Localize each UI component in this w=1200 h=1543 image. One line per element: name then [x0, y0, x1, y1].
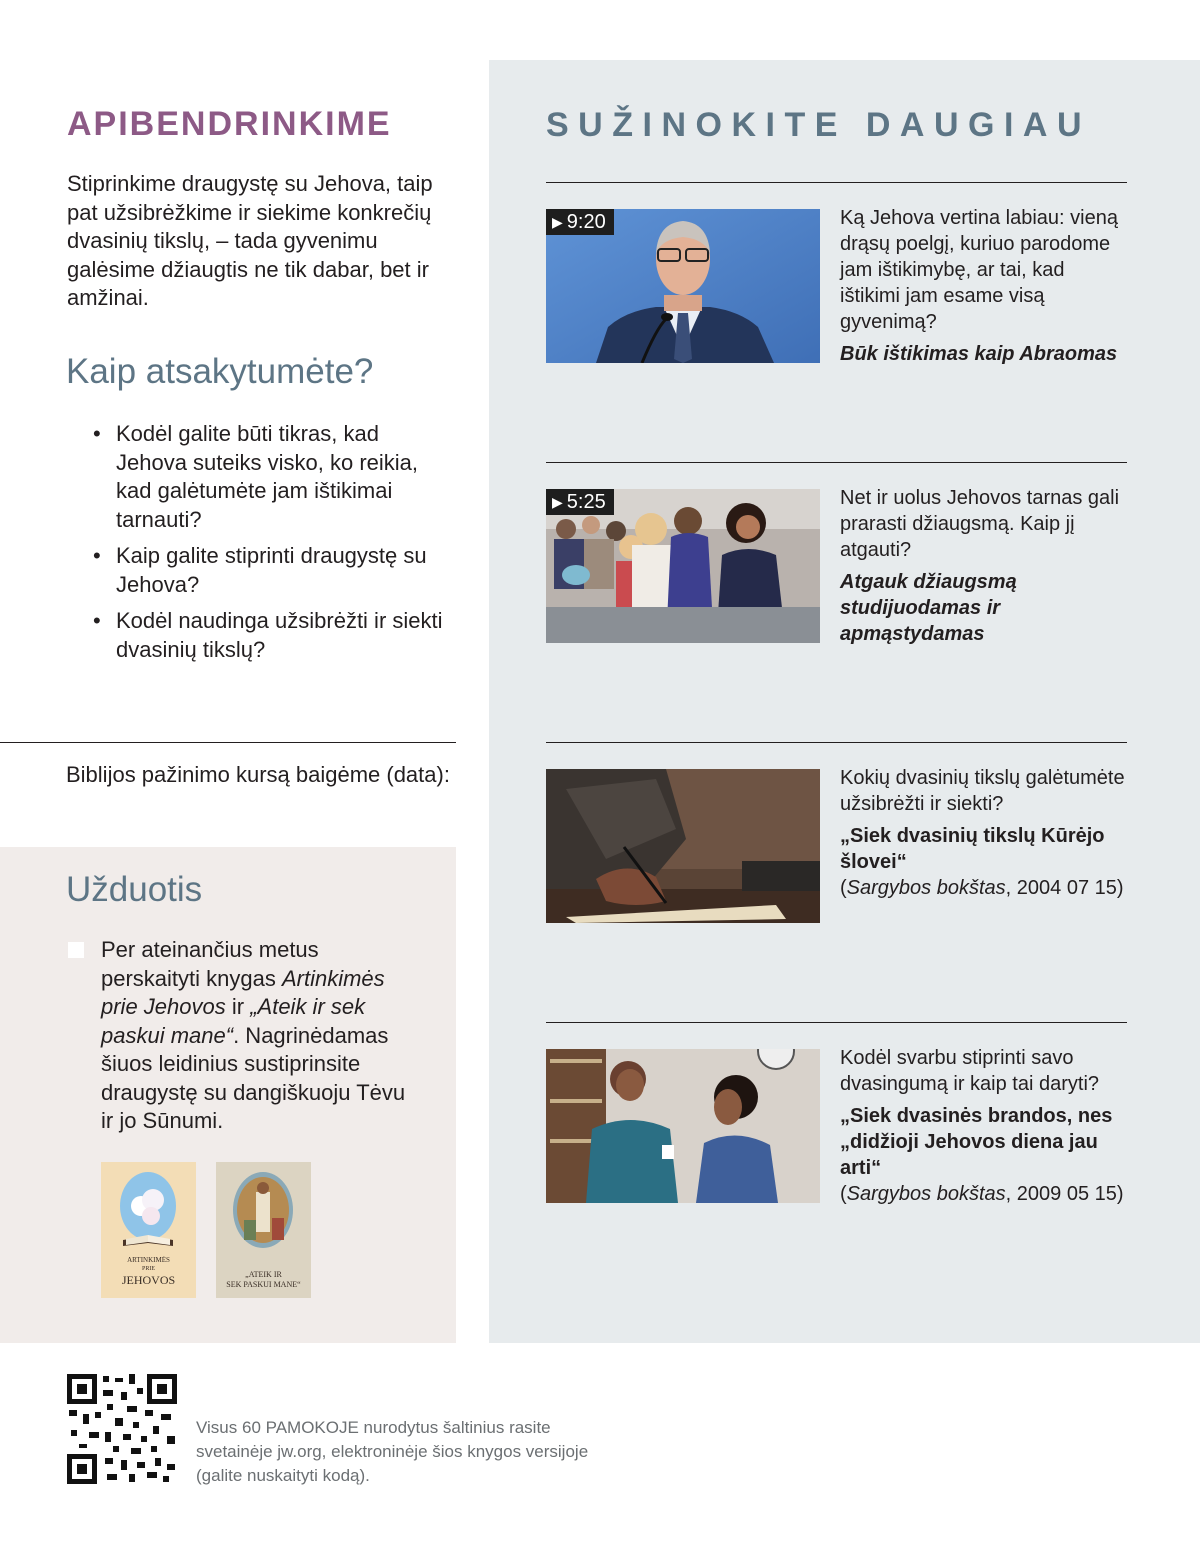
item-description: Net ir uolus Jehovos tarnas gali prarasti džiaugsmą. Kaip jį atgauti?: [840, 487, 1120, 561]
item-description: Ką Jehova vertina labiau: vieną drąsų poelgį, kuriuo parodome jam ištikimybę, ar tai, kad ištikimi jam esame visą gyvenimą?: [840, 207, 1118, 333]
question-text: Kodėl galite būti tikras, kad Jehova suteiks visko, ko reikia, kad galėtumėte jam ištikimai tarnauti?: [116, 421, 419, 532]
video-duration-badge: ▶ 5:25: [546, 489, 614, 515]
completion-date-label: Biblijos pažinimo kursą baigėme (data):: [66, 762, 450, 787]
summary-title: APIBENDRINKIME: [67, 105, 392, 143]
book-title-1: Artinkimės prie Jehovos: [101, 965, 385, 1019]
learn-more-item-1: [840, 205, 1130, 367]
question-text: Kodėl naudinga užsibrėžti ir siekti dvasinių tikslų?: [116, 608, 443, 662]
divider: [546, 1022, 1127, 1023]
questions-title: Kaip atsakytumėte?: [66, 352, 374, 391]
review-questions: [93, 420, 453, 672]
footer-note: Visus 60 PAMOKOJE nurodytus šaltinius rasite svetainėje jw.org, elektroninėje šios knygos versijoje (galite nuskaityti kodą).: [196, 1418, 589, 1485]
task-checkbox[interactable]: [68, 942, 84, 958]
item-description: Kokių dvasinių tikslų galėtumėte užsibrėžti ir siekti?: [840, 767, 1125, 815]
item-title[interactable]: „Siek dvasinių tikslų Kūrėjo šlovei“: [840, 825, 1105, 873]
video-duration-badge: ▶ 9:20: [546, 209, 614, 235]
item-title[interactable]: Būk ištikimas kaip Abraomas: [840, 343, 1118, 365]
item-title[interactable]: Atgauk džiaugsmą studijuodamas ir apmąstydamas: [840, 571, 1017, 645]
book-cover-follow-me: „ATEIK IR SEK PASKUI MANE“: [216, 1162, 311, 1298]
book-title-2: „Ateik ir sek paskui mane“: [101, 994, 366, 1048]
learn-more-item-3: [840, 765, 1130, 901]
item-description: Kodėl svarbu stiprinti savo dvasingumą ir kaip tai daryti?: [840, 1047, 1100, 1095]
question-text: Kaip galite stiprinti draugystę su Jehova?: [116, 543, 427, 597]
question-item: • Kodėl naudinga užsibrėžti ir siekti dvasinių tikslų?: [93, 608, 443, 662]
task-text: Per ateinančius metus perskaityti knygas Artinkimės prie Jehovos ir „Ateik ir sek paskui mane“. Nagrinėdamas šiuos leidinius sustiprinsite draugystę su dangiškuoju Tėvu ir jo Sūnumi.: [101, 937, 406, 1133]
qr-code[interactable]: [67, 1374, 177, 1484]
item-title[interactable]: „Siek dvasinės brandos, nes „didžioji Jehovos diena jau arti“: [840, 1105, 1113, 1179]
book-cover-draw-close: ARTINKIMĖS PRIE JEHOVOS: [101, 1162, 196, 1298]
divider: [546, 742, 1127, 743]
video-thumbnail[interactable]: [546, 209, 820, 363]
divider: [546, 182, 1127, 183]
item-reference: (Sargybos bokštas, 2004 07 15): [840, 877, 1124, 899]
divider: [0, 742, 456, 743]
play-icon: ▶: [552, 214, 563, 230]
question-item: • Kodėl galite būti tikras, kad Jehova suteiks visko, ko reikia, kad galėtumėte jam ištikimai tarnauti?: [93, 421, 419, 532]
article-image: [546, 769, 820, 923]
video-thumbnail[interactable]: [546, 489, 820, 643]
divider: [546, 462, 1127, 463]
article-image: [546, 1049, 820, 1203]
item-reference: (Sargybos bokštas, 2009 05 15): [840, 1183, 1124, 1205]
task-title: Užduotis: [66, 870, 203, 909]
play-icon: ▶: [552, 494, 563, 510]
learn-more-item-2: [840, 485, 1130, 647]
question-item: • Kaip galite stiprinti draugystę su Jehova?: [93, 543, 427, 597]
summary-text: Stiprinkime draugystę su Jehova, taip pat užsibrėžkime ir siekime konkrečių dvasinių tikslų, – tada gyvenimu galėsime džiaugtis ne tik dabar, bet ir amžinai.: [67, 171, 433, 310]
learn-more-item-4: [840, 1045, 1130, 1207]
learn-more-title: SUŽINOKITE DAUGIAU: [546, 106, 1091, 144]
